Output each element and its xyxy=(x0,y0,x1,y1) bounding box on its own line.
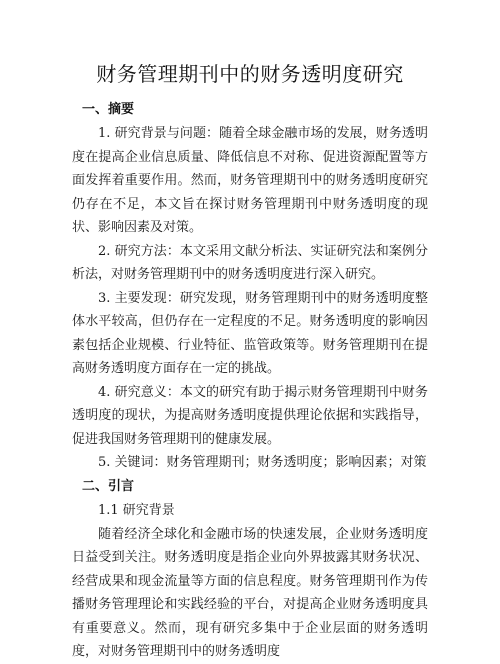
abstract-paragraph-keywords: 5. 关键词：财务管理期刊；财务透明度；影响因素；对策 xyxy=(98,455,427,470)
abstract-paragraph-method: 2. 研究方法：本文采用文献分析法、实证研究法和案例分析法，对财务管理期刊中的财务透明度进行深入研究。 xyxy=(72,243,428,282)
section-heading-abstract: 一、摘要 xyxy=(82,102,135,117)
section-introduction xyxy=(72,475,428,664)
introduction-paragraph: 随着经济全球化和金融市场的快速发展，企业财务透明度日益受到关注。财务透明度是指企业向外界披露其财务状况、经营成果和现金流量等方面的信息程度。财务管理期刊作为传播财务管理理论和实践经验的平台，对提高企业财务透明度具有重要意义。然而，现有研究多集中于企业层面的财务透明度，对财务管理期刊中的财务透明度 xyxy=(72,526,428,659)
abstract-paragraph-background: 1. 研究背景与问题：随着全球金融市场的发展，财务透明度在提高企业信息质量、降低信息不对称、促进资源配置等方面发挥着重要作用。然而，财务管理期刊中的财务透明度研究仍存在不足，本文旨在探讨财务管理期刊中财务透明度的现状、影响因素及对策。 xyxy=(72,126,428,235)
subsection-heading-background: 1.1 研究背景 xyxy=(98,502,175,518)
abstract-paragraph-findings: 3. 主要发现：研究发现，财务管理期刊中的财务透明度整体水平较高，但仍存在一定程度的不足。财务透明度的影响因素包括企业规模、行业特征、监管政策等。财务管理期刊在提高财务透明度方面存在一定的挑战。 xyxy=(72,290,428,376)
document-title: 财务管理期刊中的财务透明度研究 xyxy=(96,62,404,86)
section-abstract xyxy=(72,98,428,475)
abstract-paragraph-significance: 4. 研究意义：本文的研究有助于揭示财务管理期刊中财务透明度的现状，为提高财务透明度提供理论依据和实践指导，促进我国财务管理期刊的健康发展。 xyxy=(72,384,428,447)
section-heading-introduction: 二、引言 xyxy=(82,478,135,494)
